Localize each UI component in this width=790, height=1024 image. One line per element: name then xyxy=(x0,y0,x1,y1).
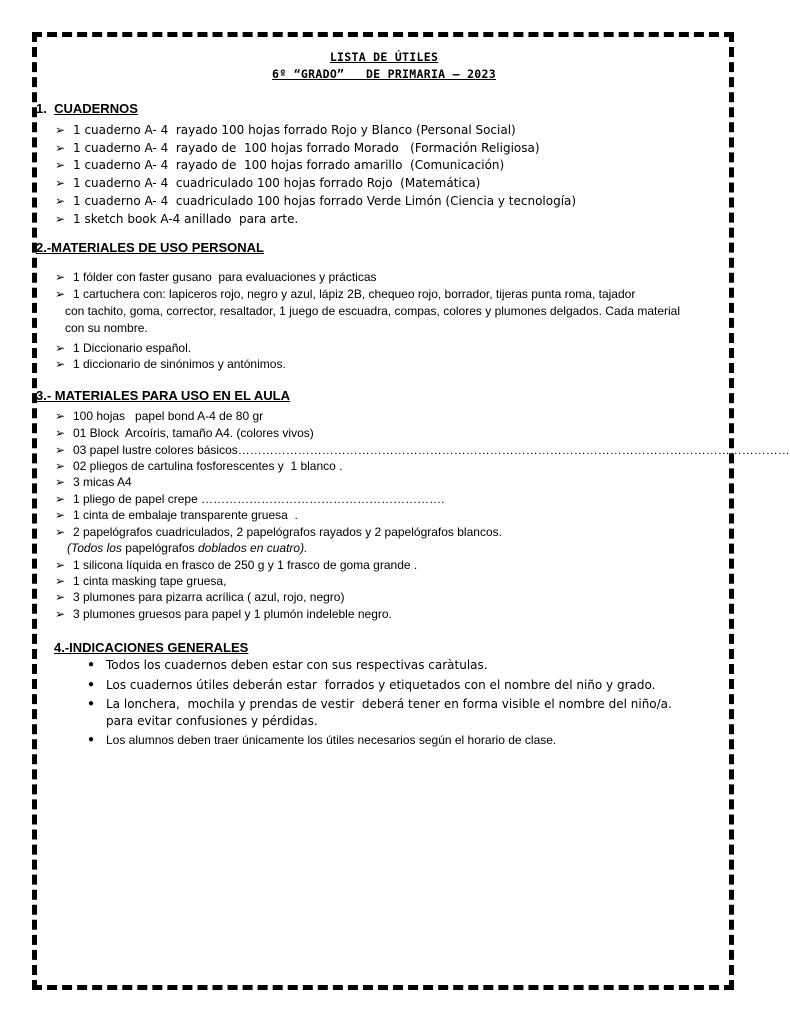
list-item-continuation: con tachito, goma, corrector, resaltador, 1 juego de escuadra, compas, colores y plumones delgados. Cada material xyxy=(65,304,681,318)
section-2-heading xyxy=(36,240,264,255)
list-item: 02 pliegos de cartulina fosforescentes y 1 blanco . xyxy=(73,459,343,473)
arrow-bullet-icon: ➢ xyxy=(55,558,66,572)
note-part: (Todos los xyxy=(67,541,126,555)
round-bullet-icon: ● xyxy=(88,734,95,745)
arrow-bullet-icon: ➢ xyxy=(55,590,66,604)
arrow-bullet-icon: ➢ xyxy=(55,409,66,423)
arrow-bullet-icon: ➢ xyxy=(55,123,66,137)
section-3-heading xyxy=(36,388,290,403)
list-item: 3 plumones para pizarra acrílica ( azul, rojo, negro) xyxy=(73,590,345,604)
list-item: 1 sketch book A-4 anillado para arte. xyxy=(73,212,299,226)
list-item: Los alumnos deben traer únicamente los útiles necesarios según el horario de clase. xyxy=(106,733,557,747)
list-item: 01 Block Arcoíris, tamaño A4. (colores vivos) xyxy=(73,426,314,440)
list-item: 2 papelógrafos cuadriculados, 2 papelógrafos rayados y 2 papelógrafos blancos. xyxy=(73,525,502,539)
section-1-title: CUADERNOS xyxy=(54,101,138,116)
arrow-bullet-icon: ➢ xyxy=(55,426,66,440)
list-item: 1 cuaderno A- 4 rayado 100 hojas forrado Rojo y Blanco (Personal Social) xyxy=(73,123,516,137)
section-3-title: 3.- MATERIALES PARA USO EN EL AULA xyxy=(36,388,290,403)
list-item: 1 cartuchera con: lapiceros rojo, negro y azul, lápiz 2B, chequeo rojo, borrador, tijeras punta roma, tajador xyxy=(73,287,636,301)
list-item: Los cuadernos útiles deberán estar forrados y etiquetados con el nombre del niño y grado. xyxy=(106,678,656,692)
list-item: 3 micas A4 xyxy=(73,475,132,489)
list-item: 1 fólder con faster gusano para evaluaciones y prácticas xyxy=(73,270,377,284)
arrow-bullet-icon: ➢ xyxy=(55,287,66,301)
list-item: 1 cuaderno A- 4 cuadriculado 100 hojas forrado Verde Limón (Ciencia y tecnología) xyxy=(73,194,577,208)
list-item: 03 papel lustre colores básicos………………………………………………………………………………………………………………………… xyxy=(73,443,790,457)
list-item: 1 cuaderno A- 4 cuadriculado 100 hojas forrado Rojo (Matemática) xyxy=(73,176,481,190)
list-item: 1 diccionario de sinónimos y antónimos. xyxy=(73,357,286,371)
list-item: 1 pliego de papel crepe ……………………………………………………. xyxy=(73,492,445,506)
arrow-bullet-icon: ➢ xyxy=(55,341,66,355)
list-item: La lonchera, mochila y prendas de vestir deberá tener en forma visible el nombre del niño/a. xyxy=(106,697,672,711)
arrow-bullet-icon: ➢ xyxy=(55,525,66,539)
arrow-bullet-icon: ➢ xyxy=(55,194,66,208)
list-item: 1 silicona líquida en frasco de 250 g y 1 frasco de goma grande . xyxy=(73,558,418,572)
list-item: 100 hojas papel bond A-4 de 80 gr xyxy=(73,409,264,423)
arrow-bullet-icon: ➢ xyxy=(55,459,66,473)
document-title: LISTA DE ÚTILES xyxy=(329,50,439,64)
section-1-number: 1. xyxy=(36,101,47,116)
list-item: 3 plumones gruesos para papel y 1 plumón indeleble negro. xyxy=(73,607,392,621)
arrow-bullet-icon: ➢ xyxy=(55,508,66,522)
list-item: 1 cinta masking tape gruesa, xyxy=(73,574,227,588)
arrow-bullet-icon: ➢ xyxy=(55,443,66,457)
section-2-title: 2.-MATERIALES DE USO PERSONAL xyxy=(36,240,265,255)
round-bullet-icon: ● xyxy=(88,698,95,709)
section-4-title: 4.-INDICACIONES GENERALES xyxy=(54,640,249,655)
list-item: 1 Diccionario español. xyxy=(73,341,192,355)
round-bullet-icon: ● xyxy=(88,659,95,670)
arrow-bullet-icon: ➢ xyxy=(55,212,66,226)
list-item-continuation: para evitar confusiones y pérdidas. xyxy=(106,714,318,728)
list-item: 1 cinta de embalaje transparente gruesa . xyxy=(73,508,298,522)
arrow-bullet-icon: ➢ xyxy=(55,492,66,506)
list-item: 1 cuaderno A- 4 rayado de 100 hojas forrado amarillo (Comunicación) xyxy=(73,158,505,172)
list-item-note xyxy=(67,540,307,556)
list-item: Todos los cuadernos deben estar con sus respectivas caràtulas. xyxy=(106,658,488,672)
round-bullet-icon: ● xyxy=(88,679,95,690)
arrow-bullet-icon: ➢ xyxy=(55,176,66,190)
note-part: papelógrafos xyxy=(125,541,195,555)
section-1-heading xyxy=(36,101,138,116)
note-part: doblados en cuatro). xyxy=(194,541,308,555)
list-item-continuation: con su nombre. xyxy=(65,321,148,335)
arrow-bullet-icon: ➢ xyxy=(55,141,66,155)
arrow-bullet-icon: ➢ xyxy=(55,158,66,172)
list-item: 1 cuaderno A- 4 rayado de 100 hojas forrado Morado (Formación Religiosa) xyxy=(73,141,540,155)
arrow-bullet-icon: ➢ xyxy=(55,357,66,371)
arrow-bullet-icon: ➢ xyxy=(55,475,66,489)
section-4-heading xyxy=(54,640,248,655)
arrow-bullet-icon: ➢ xyxy=(55,270,66,284)
document-subtitle: 6º “GRADO” DE PRIMARIA – 2023 xyxy=(272,67,496,81)
arrow-bullet-icon: ➢ xyxy=(55,607,66,621)
arrow-bullet-icon: ➢ xyxy=(55,574,66,588)
